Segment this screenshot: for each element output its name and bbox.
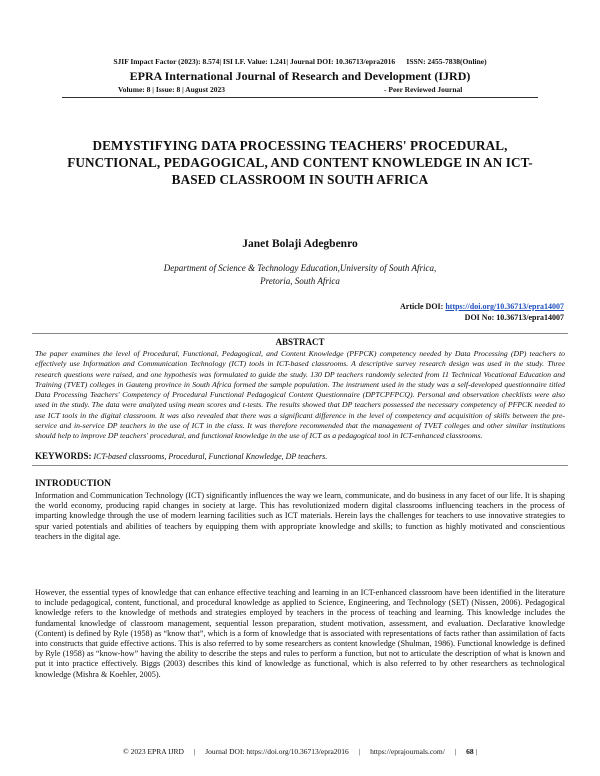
journal-name: EPRA International Journal of Research and Development (IJRD) — [129, 69, 471, 83]
article-doi-label: Article DOI: — [400, 302, 444, 311]
footer-separator: | — [454, 747, 457, 756]
page-number: 68 — [466, 747, 474, 756]
footer-website[interactable]: https://eprajournals.com/ — [370, 747, 445, 756]
keywords-label: KEYWORDS: — [35, 451, 92, 461]
article-doi — [400, 302, 564, 311]
doi-number: DOI No: 10.36713/epra14007 — [464, 313, 564, 322]
footer-separator: | — [358, 747, 361, 756]
footer-copyright: © 2023 EPRA IJRD — [123, 747, 184, 756]
abstract-heading: ABSTRACT — [275, 337, 325, 347]
introduction-paragraph-2: However, the essential types of knowledge that can enhance effective teaching and learning in an ICT-enhanced classroom have been identified in the literature to include pedagogical, content, functional, and procedural knowledge as applied to Science, Engineering, and Technology (SET) (Nissen, 2006). Pedagogical knowledge refers to the knowledge of methods and strategies employed by teachers in the process of teaching and learning. This knowledge includes the fundamental knowledge of classroom management, sequential lesson preparation, student motivation, assessment, and evaluation. Declarative knowledge (Content) is defined by Ryle (1958) as “know that”, which is a form of knowledge that is associated with representations of facts rather than assimilation of facts into constructs that guide effective actions. This is also referred to by some researchers as content knowledge (Shulman, 1986). Functional knowledge is defined by Ryle (1958) as “know-how” having the ability to describe the steps and rules to perform a function, but not to articulate the description of what is known and put it into practice effectively. Biggs (2003) describes this kind of knowledge as functional, which is also referred to by other researchers as technological knowledge (Mishra & Koehler, 2005). — [35, 588, 565, 679]
affiliation-line-2: Pretoria, South Africa — [260, 276, 340, 286]
page-footer — [0, 747, 600, 756]
footer-separator: | — [193, 747, 196, 756]
volume-issue-line: Volume: 8 | Issue: 8 | August 2023 — [118, 85, 225, 94]
keywords-list: ICT-based classrooms, Procedural, Functional Knowledge, DP teachers. — [93, 452, 328, 461]
introduction-paragraph-1: Information and Communication Technology (ICT) significantly influences the way we learn, communicate, and do business in any facet of our life. It is shaping the world economy, producing rapid changes in society at large. This has revolutionized modern digital classrooms influencing teachers in the process of imparting knowledge through the use of modern learning facilities such as ICT materials. Herein lays the challenges for teachers to use innovative strategies to spur varied potentials and abilities of teachers by equipping them with appropriate knowledge and skills; to function as highly motivated and conscientious teachers in the digital age. — [35, 491, 565, 541]
keywords — [35, 451, 565, 461]
article-title: DEMYSTIFYING DATA PROCESSING TEACHERS' PROCEDURAL, FUNCTIONAL, PEDAGOGICAL, AND CONTENT KNOWLEDGE IN AN ICT-BASED CLASSROOM IN SOUTH AFRICA — [67, 138, 533, 187]
journal-metrics-line: SJIF Impact Factor (2023): 8.574| ISI I.F. Value: 1.241| Journal DOI: 10.36713/epra2016 ISSN: 2455-7838(Online) — [113, 57, 487, 66]
author-name: Janet Bolaji Adegbenro — [242, 238, 358, 250]
article-doi-link[interactable]: https://doi.org/10.36713/epra14007 — [445, 302, 564, 311]
author-affiliation — [0, 262, 600, 288]
peer-reviewed-label: - Peer Reviewed Journal — [384, 85, 463, 94]
footer-separator: | — [475, 747, 477, 756]
abstract-text: The paper examines the level of Procedural, Functional, Pedagogical, and Content Knowledge (PFPCK) competency needed by Data Processing (DP) teachers to effectively use Information and Communication Technology (ICT) tools in ICT-based classrooms. A descriptive survey research design was used in the study. Three research questions were raised, and one hypothesis was formulated to guide the study. 130 DP teachers randomly selected from 11 Technical Vocational Education and Training (TVET) colleges in Gauteng province in South Africa formed the sample population. The instrument used in the study was a self-developed questionnaire titled Data Processing Teachers' Competency of Procedural Functional Pedagogical Content Questionnaire (DPTCPFPCQ). Personal and observation checklists were also used in the study. The data were analyzed using mean scores and t-tests. The results showed that DP teachers possessed the necessary competency of PFPCK needed to use ICT tools in the digital classroom. It was also revealed that there was a significant difference in the level of competency and acquisition of skills between the pre-service and in-service DP teachers in the use of ICT in the class. It was therefore recommended that the management of TVET colleges and other similar institutions should help to improve DP teachers' procedural, and functional knowledge in the use of ICT as a pedagogical tool in ICT-enhanced classrooms. — [35, 349, 565, 441]
affiliation-line-1: Department of Science & Technology Education,University of South Africa, — [163, 263, 437, 273]
header-divider — [62, 97, 538, 98]
footer-journal-doi[interactable]: Journal DOI: https://doi.org/10.36713/epra2016 — [205, 747, 349, 756]
introduction-heading: INTRODUCTION — [35, 479, 112, 489]
